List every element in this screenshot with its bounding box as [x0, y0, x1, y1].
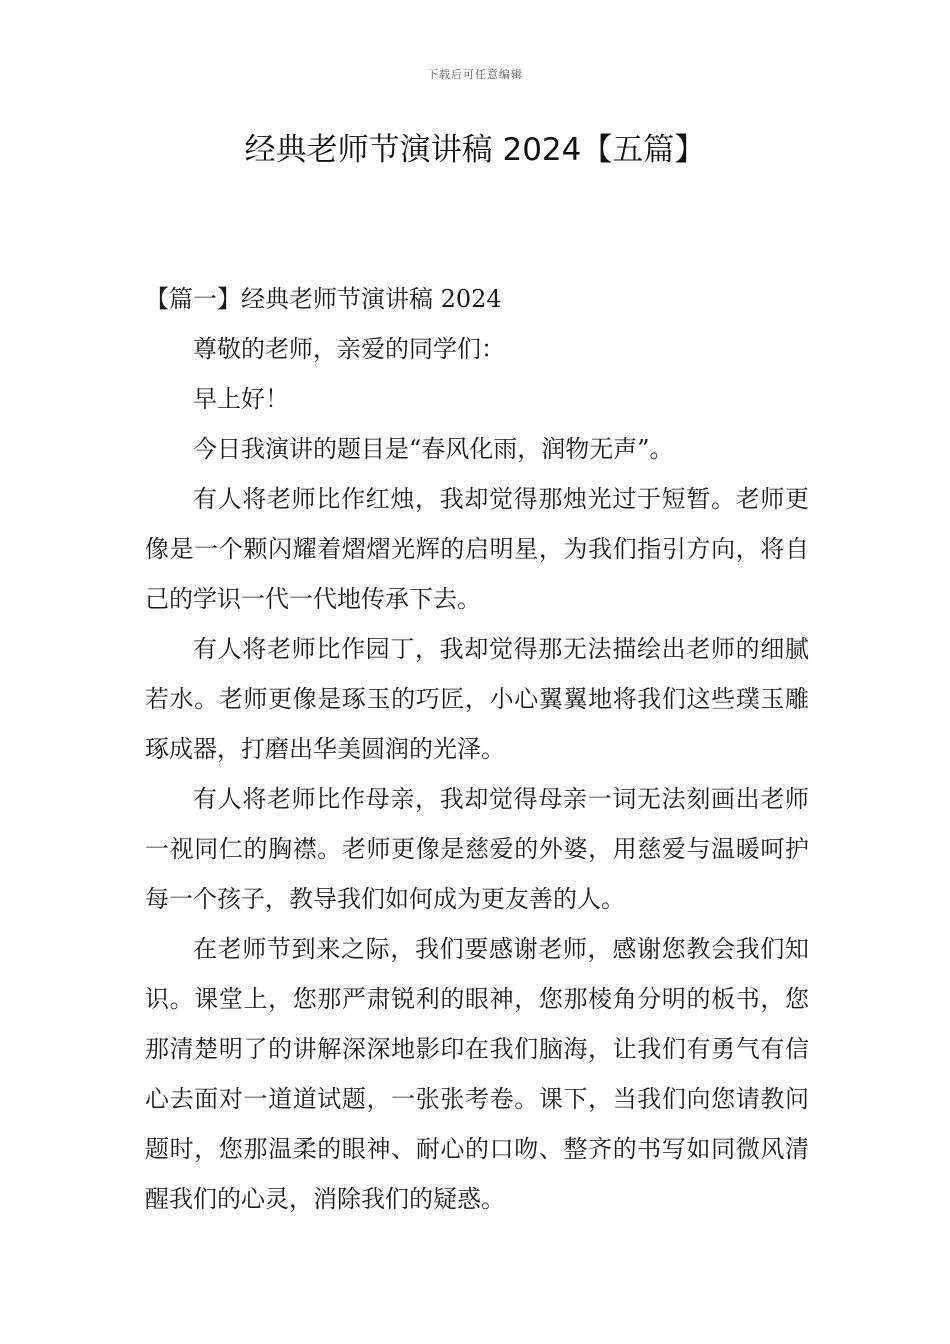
body-paragraph: 有人将老师比作母亲，我却觉得母亲一词无法刻画出老师一视同仁的胸襟。老师更像是慈爱的外婆，用慈爱与温暖呵护每一个孩子，教导我们如何成为更友善的人。: [145, 785, 809, 913]
body-paragraph: 在老师节到来之际，我们要感谢老师，感谢您教会我们知识。课堂上，您那严肃锐利的眼神，您那棱角分明的板书，您那清楚明了的讲解深深地影印在我们脑海，让我们有勇气有信心去面对一道道试题，一张张考卷。课下，当我们向您请教问题时，您那温柔的眼神、耐心的口吻、整齐的书写如同微风清醒我们的心灵，消除我们的疑惑。: [145, 935, 809, 1213]
greeting-paragraph: 早上好！: [193, 385, 289, 413]
section-heading: 【篇一】经典老师节演讲稿 2024: [145, 285, 502, 313]
document-title: 经典老师节演讲稿 2024【五篇】: [244, 132, 706, 168]
topic-paragraph: 今日我演讲的题目是“春风化雨，润物无声”。: [193, 435, 674, 463]
salutation-paragraph: 尊敬的老师，亲爱的同学们：: [193, 335, 505, 363]
body-paragraph: 有人将老师比作红烛，我却觉得那烛光过于短暂。老师更像是一个颗闪耀着熠熠光辉的启明星，为我们指引方向，将自己的学识一代一代地传承下去。: [145, 485, 809, 613]
header-note: 下载后可任意编辑: [427, 68, 523, 81]
body-paragraph: 有人将老师比作园丁，我却觉得那无法描绘出老师的细腻若水。老师更像是琢玉的巧匠，小心翼翼地将我们这些璞玉雕琢成器，打磨出华美圆润的光泽。: [145, 635, 809, 763]
document-body: [145, 274, 809, 1224]
